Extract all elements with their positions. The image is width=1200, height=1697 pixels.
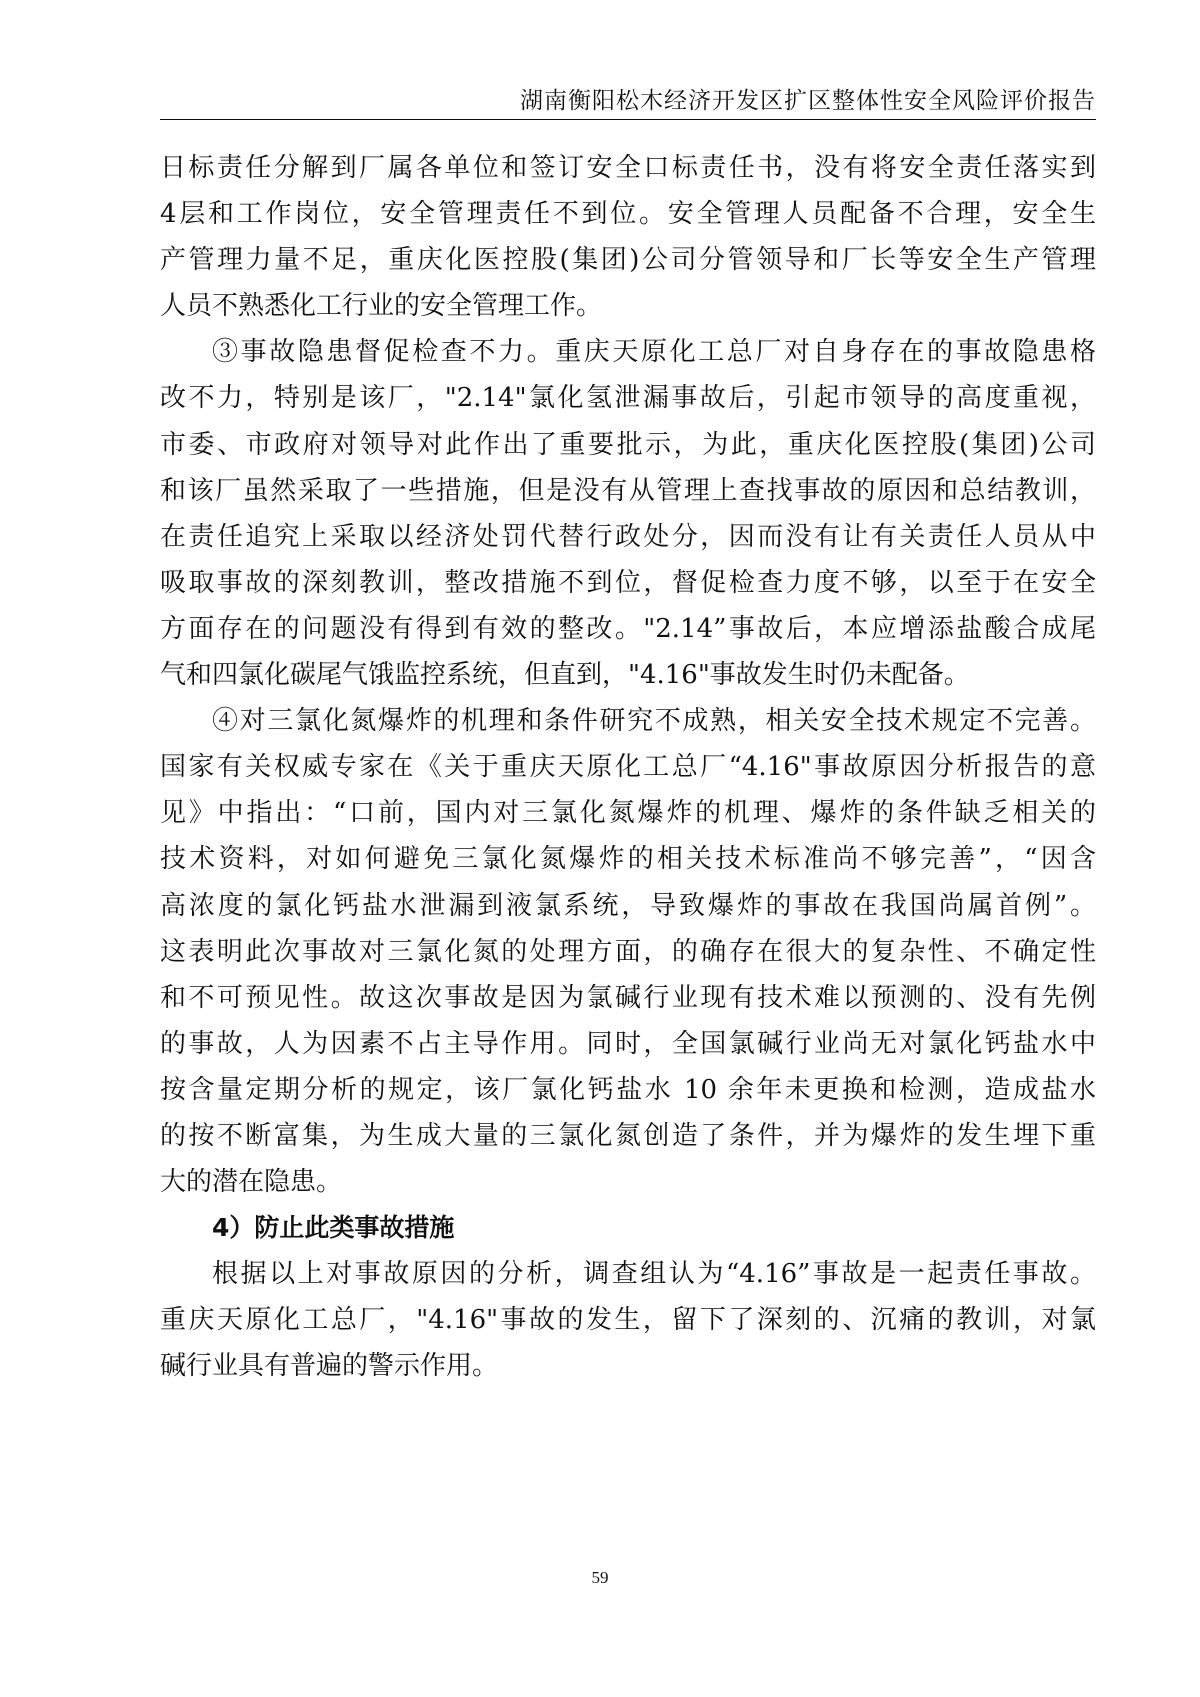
text-line: 按含量定期分析的规定，该厂氯化钙盐水 10 余年未更换和检测，造成盐水 <box>160 1074 1096 1105</box>
text-line: 市委、市政府对领导对此作出了重要批示，为此，重庆化医控股(集团)公司 <box>160 429 1096 460</box>
text-line: 的事故，人为因素不占主导作用。同时，全国氯碱行业尚无对氯化钙盐水中 <box>160 1028 1096 1059</box>
text-line: 大的潜在隐患。 <box>160 1167 343 1198</box>
text-line: 产管理力量不足，重庆化医控股(集团)公司分管领导和厂长等安全生产管理 <box>160 245 1096 276</box>
section-heading: 4）防止此类事故措施 <box>212 1213 455 1243</box>
text-line: ④对三氯化氮爆炸的机理和条件研究不成熟，相关安全技术规定不完善。 <box>212 706 1096 737</box>
text-line: 重庆天原化工总厂，"4.16"事故的发生，留下了深刻的、沉痛的教训，对氯 <box>160 1305 1096 1336</box>
text-line: 方面存在的问题没有得到有效的整改。"2.14”事故后，本应增添盐酸合成尾 <box>160 613 1096 644</box>
text-line: 和不可预见性。故这次事故是因为氯碱行业现有技术难以预测的、没有先例 <box>160 982 1096 1013</box>
text-line: 技术资料，对如何避免三氯化氮爆炸的相关技术标准尚不够完善”，“因含 <box>160 844 1096 875</box>
text-line: 国家有关权威专家在《关于重庆天原化工总厂“4.16"事故原因分析报告的意 <box>160 752 1096 783</box>
text-line: 日标责任分解到厂属各单位和签订安全口标责任书，没有将安全责任落实到 <box>160 153 1096 183</box>
text-line: 高浓度的氯化钙盐水泄漏到液氯系统，导致爆炸的事故在我国尚属首例”。 <box>160 890 1096 921</box>
text-line: 4层和工作岗位，安全管理责任不到位。安全管理人员配备不合理，安全生 <box>160 199 1096 230</box>
running-header: 湖南衡阳松木经济开发区扩区整体性安全风险评价报告 <box>520 88 1096 114</box>
text-line: ③事故隐患督促检查不力。重庆天原化工总厂对自身存在的事故隐患格 <box>212 337 1096 368</box>
text-line: 和该厂虽然采取了一些措施，但是没有从管理上查找事故的原因和总结教训， <box>160 475 1096 506</box>
text-line: 见》中指出：“口前，国内对三氯化氮爆炸的机理、爆炸的条件缺乏相关的 <box>160 798 1096 829</box>
text-line: 碱行业具有普遍的警示作用。 <box>160 1351 499 1382</box>
text-line: 吸取事故的深刻教训，整改措施不到位，督促检查力度不够，以至于在安全 <box>160 567 1096 598</box>
text-line: 在责任追究上采取以经济处罚代替行政处分，因而没有让有关责任人员从中 <box>160 521 1096 552</box>
text-line: 气和四氯化碳尾气饿监控系统，但直到，"4.16"事故发生时仍未配备。 <box>160 660 970 691</box>
text-line: 人员不熟悉化工行业的安全管理工作。 <box>160 291 603 322</box>
body-text <box>160 145 1096 1390</box>
text-line: 改不力，特别是该厂，"2.14"氯化氢泄漏事故后，引起市领导的高度重视， <box>160 383 1096 414</box>
header-divider <box>160 119 1096 120</box>
text-line: 的按不断富集，为生成大量的三氯化氮创造了条件，并为爆炸的发生埋下重 <box>160 1120 1096 1151</box>
text-line: 这表明此次事故对三氯化氮的处理方面，的确存在很大的复杂性、不确定性 <box>160 936 1096 967</box>
text-line: 根据以上对事故原因的分析，调查组认为“4.16”事故是一起责任事故。 <box>212 1259 1096 1290</box>
page-number: 59 <box>591 1568 609 1587</box>
